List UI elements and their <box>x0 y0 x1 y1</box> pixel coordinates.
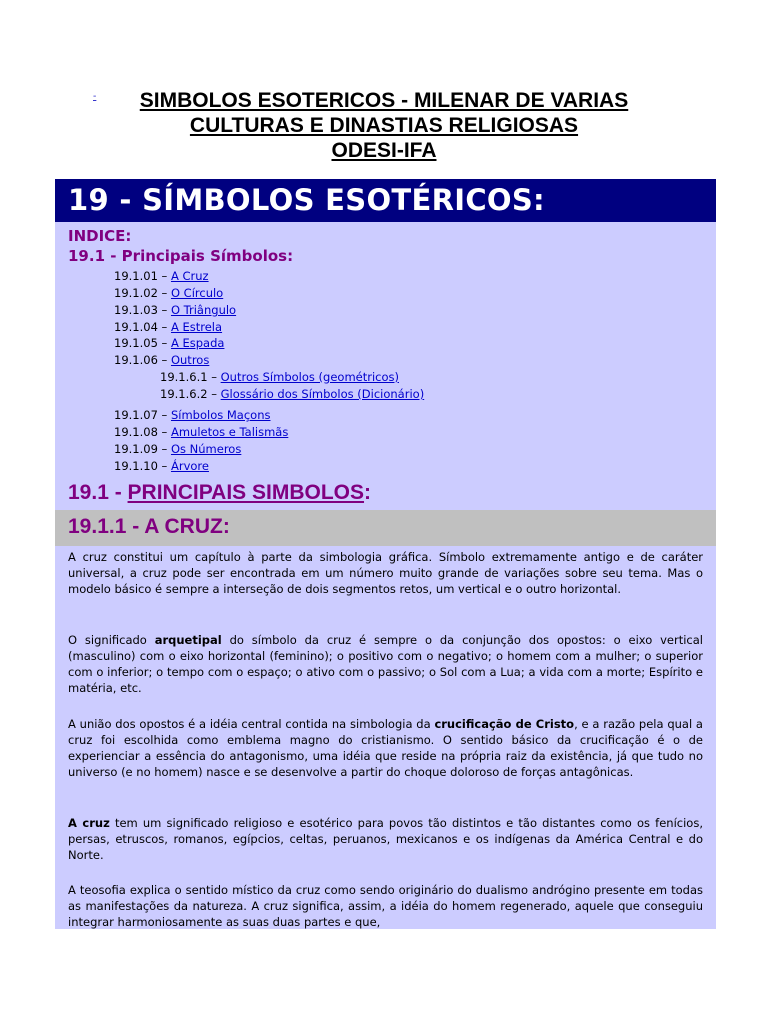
toc-item <box>114 353 209 367</box>
toc-number: 19.1.6.1 – <box>160 370 221 384</box>
paragraph-2-bold: arquetipal <box>154 633 222 647</box>
toc-link-a-estrela[interactable]: A Estrela <box>170 320 223 334</box>
toc-number: 19.1.6.2 – <box>160 387 221 401</box>
index-heading: INDICE: <box>68 227 132 245</box>
toc-number: 19.1.05 – <box>114 336 171 350</box>
toc-number: 19.1.08 – <box>114 425 171 439</box>
cruz-heading-bar <box>55 510 716 546</box>
toc-link-a-espada[interactable]: A Espada <box>170 336 225 350</box>
paragraph-3-text: A união dos opostos é a idéia central contida na simbologia da <box>68 717 435 731</box>
paragraph-3-text: , e a razão pela qual a cruz foi escolhida como emblema magno do cristianismo. O sentido básico da crucificação é o de experienciar a essência do antagonismo, uma idéia que reside na própria raiz da existência, já que tudo no universo (e no homem) nasce e se desenvolve a partir do choque doloroso de forças antagônicas. <box>68 717 703 779</box>
paragraph-3 <box>68 716 703 780</box>
toc-item <box>114 459 209 473</box>
toc-number: 19.1.06 – <box>114 353 171 367</box>
paragraph-2-text: do símbolo da cruz é sempre o da conjunção dos opostos: o eixo vertical (masculino) com o eixo horizontal (feminino); o positivo com o negativo; o homem com a mulher; o superior com o inferior; o tempo com o espaço; o ativo com o passivo; o Sol com a Lua; a vida com a morte; Espírito e matéria, etc. <box>68 633 703 695</box>
toc-link-amuletos[interactable]: Amuletos e Talismãs <box>170 425 289 439</box>
toc-link-outros[interactable]: Outros <box>170 353 210 367</box>
paragraph-1: A cruz constitui um capítulo à parte da simbologia gráfica. Símbolo extremamente antigo e de caráter universal, a cruz pode ser encontrada em um número muito grande de variações sobre seu tema. Mas o modelo básico é sempre a interseção de dois segmentos retos, um vertical e o outro horizontal. <box>68 550 703 596</box>
toc-item <box>114 286 223 300</box>
toc-link-a-cruz[interactable]: A Cruz <box>170 269 209 283</box>
content-panel <box>55 179 716 929</box>
toc-link-glossario[interactable]: Glossário dos Símbolos (Dicionário) <box>220 387 425 401</box>
document-title-line-2: CULTURAS E DINASTIAS RELIGIOSAS <box>189 114 579 137</box>
toc-link-simbolos-macons[interactable]: Símbolos Maçons <box>170 408 271 422</box>
principais-suffix: : <box>364 481 372 504</box>
toc-number: 19.1.02 – <box>114 286 171 300</box>
principais-link[interactable]: PRINCIPAIS SIMBOLOS <box>127 481 365 504</box>
cruz-heading: 19.1.1 - A CRUZ: <box>68 515 230 538</box>
toc-link-os-numeros[interactable]: Os Números <box>170 442 242 456</box>
toc-item <box>114 303 236 317</box>
toc-item <box>160 370 399 384</box>
paragraph-5: A teosofia explica o sentido místico da cruz como sendo originário do dualismo andrógino presente em todas as manifestações da natureza. A cruz significa, assim, a idéia do homem regenerado, aquele que conseguiu integrar harmoniosamente as suas duas partes e que, <box>68 883 703 929</box>
paragraph-2-text: O significado <box>68 633 155 647</box>
paragraph-2 <box>68 632 703 696</box>
toc-item <box>160 387 424 401</box>
section-title: 19 - SÍMBOLOS ESOTÉRICOS: <box>68 183 545 217</box>
toc-link-outros-simbolos[interactable]: Outros Símbolos (geométricos) <box>220 370 399 384</box>
header-dash: - <box>93 91 97 102</box>
toc-number: 19.1.07 – <box>114 408 171 422</box>
toc-link-o-triangulo[interactable]: O Triângulo <box>170 303 237 317</box>
toc-item <box>114 425 288 439</box>
paragraph-4-bold: A cruz <box>68 816 110 830</box>
document-title-line-3: ODESI-IFA <box>331 139 437 162</box>
document-title-line-1: SIMBOLOS ESOTERICOS - MILENAR DE VARIAS <box>139 89 629 112</box>
index-subtitle: 19.1 - Principais Símbolos: <box>68 247 294 265</box>
paragraph-4-text: tem um significado religioso e esotérico para povos tão distintos e tão distantes como os fenícios, persas, etruscos, romanos, egípcios, celtas, peruanos, mexicanos e os indígenas da América Central e do Norte. <box>68 816 703 862</box>
paragraph-4 <box>68 815 703 863</box>
toc-item <box>114 408 271 422</box>
toc-link-arvore[interactable]: Árvore <box>170 459 209 473</box>
principais-prefix: 19.1 - <box>68 481 128 504</box>
toc-number: 19.1.10 – <box>114 459 171 473</box>
toc-item <box>114 336 224 350</box>
toc-number: 19.1.03 – <box>114 303 171 317</box>
toc-number: 19.1.09 – <box>114 442 171 456</box>
toc-number: 19.1.01 – <box>114 269 171 283</box>
section-title-bar <box>55 179 716 222</box>
toc-number: 19.1.04 – <box>114 320 171 334</box>
toc-item <box>114 269 209 283</box>
toc-item <box>114 320 222 334</box>
principais-heading <box>68 481 371 505</box>
toc-link-o-circulo[interactable]: O Círculo <box>170 286 224 300</box>
toc-item <box>114 442 241 456</box>
paragraph-3-bold: crucificação de Cristo <box>434 717 575 731</box>
